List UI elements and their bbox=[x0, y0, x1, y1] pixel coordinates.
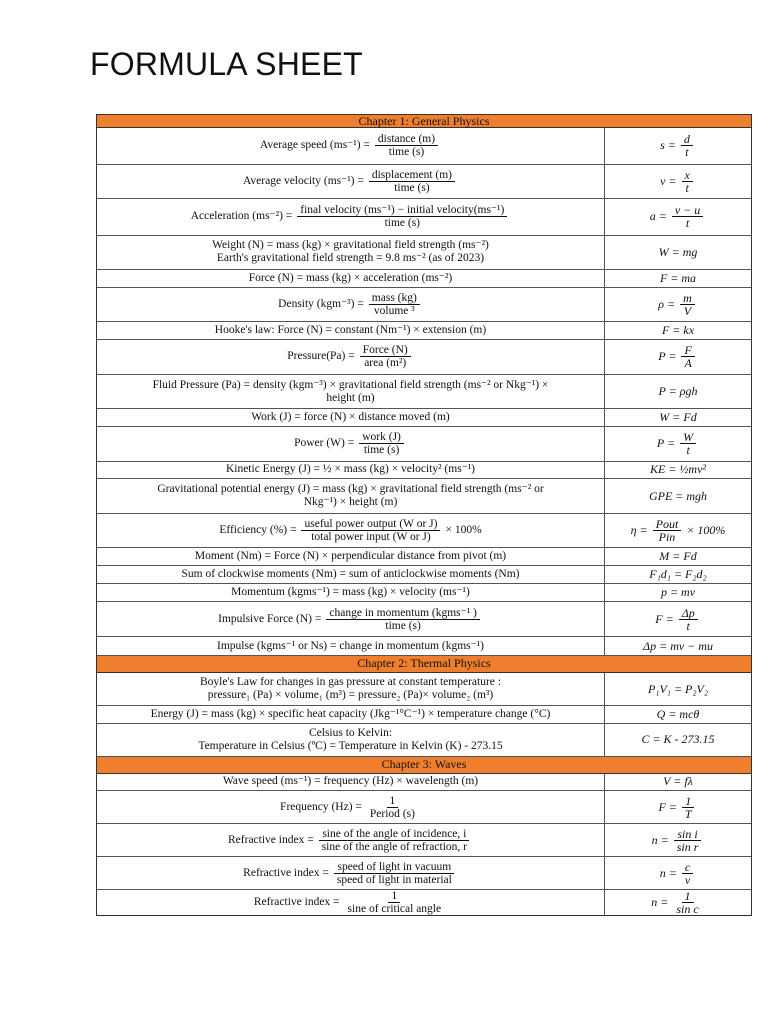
formula-symbolic: Δp = mv − mu bbox=[643, 638, 713, 653]
denominator: time (s) bbox=[363, 444, 400, 457]
fraction bbox=[297, 204, 507, 229]
formula-symbolic: p = mv bbox=[660, 584, 696, 599]
fraction bbox=[682, 795, 695, 820]
denominator: t bbox=[685, 180, 689, 195]
formula-lhs: a = bbox=[649, 209, 667, 224]
table-row bbox=[97, 706, 751, 724]
formula-symbolic bbox=[605, 857, 751, 889]
table-row bbox=[97, 791, 751, 824]
equation-lhs: Average speed (ms⁻¹) = bbox=[259, 139, 370, 152]
table-row bbox=[97, 890, 751, 915]
formula-lhs: n = bbox=[651, 894, 669, 909]
numerator: useful power output (W or J) bbox=[301, 518, 440, 531]
denominator: V bbox=[683, 304, 692, 319]
denominator: volume ³ bbox=[373, 305, 415, 318]
formula-symbolic bbox=[605, 791, 751, 823]
formula-description: Force (N) = mass (kg) × acceleration (ms⁻²) bbox=[97, 270, 605, 287]
denominator: A bbox=[684, 356, 692, 371]
fraction bbox=[682, 861, 693, 886]
formula-lhs: η = bbox=[630, 523, 648, 538]
formula-description bbox=[97, 673, 605, 706]
formula-lhs: n = bbox=[659, 865, 677, 880]
numerator: v − u bbox=[672, 204, 703, 217]
description-line: Earth's gravitational field strength = 9.8 ms⁻² (as of 2023) bbox=[216, 252, 485, 265]
numerator: displacement (m) bbox=[369, 169, 455, 182]
formula-description bbox=[97, 128, 605, 164]
denominator: t bbox=[685, 216, 690, 231]
description-line: Fluid Pressure (Pa) = density (kgm⁻³) × gravitational field strength (ms⁻² or Nkg⁻¹) × bbox=[152, 378, 549, 391]
numerator: x bbox=[682, 169, 693, 182]
formula-lhs: F = bbox=[658, 799, 677, 814]
formula-symbolic bbox=[605, 340, 751, 374]
table-row bbox=[97, 824, 751, 858]
formula-description bbox=[97, 340, 605, 374]
formula-symbolic: F = kx bbox=[661, 323, 695, 338]
fraction bbox=[301, 518, 440, 543]
equation-lhs: Refractive index = bbox=[243, 866, 329, 879]
fraction bbox=[682, 169, 693, 194]
denominator: sine of critical angle bbox=[347, 902, 442, 915]
fraction bbox=[319, 828, 470, 853]
table-row bbox=[97, 584, 751, 602]
formula-description bbox=[97, 824, 605, 857]
formula-lhs: v = bbox=[660, 173, 677, 188]
numerator: Δp bbox=[679, 607, 698, 620]
formula-description: Moment (Nm) = Force (N) × perpendicular distance from pivot (m) bbox=[97, 548, 605, 565]
table-row bbox=[97, 165, 751, 200]
formula-description bbox=[97, 427, 605, 461]
formula-lhs: P = bbox=[656, 436, 676, 451]
table-row bbox=[97, 199, 751, 236]
equation-lhs: Density (kgm⁻³) = bbox=[278, 298, 364, 311]
numerator: sin i bbox=[674, 828, 700, 841]
formula-table bbox=[96, 114, 752, 916]
description-line: Temperature in Celsius (ºC) = Temperature in Kelvin (K) - 273.15 bbox=[198, 739, 503, 752]
denominator: Period (s) bbox=[369, 807, 415, 820]
formula-description bbox=[97, 791, 605, 823]
formula-symbolic: P = ρgh bbox=[658, 384, 698, 399]
formula-lhs: P = bbox=[658, 349, 677, 364]
numerator: distance (m) bbox=[375, 133, 438, 146]
equation-lhs: Average velocity (ms⁻¹) = bbox=[242, 174, 364, 187]
formula-symbolic bbox=[605, 427, 751, 461]
fraction bbox=[679, 607, 698, 632]
formula-symbolic: V = fλ bbox=[663, 774, 693, 789]
formula-lhs: n = bbox=[651, 832, 669, 847]
formula-description bbox=[97, 288, 605, 322]
numerator: d bbox=[681, 133, 693, 146]
denominator: time (s) bbox=[385, 619, 421, 632]
fraction bbox=[653, 518, 682, 543]
formula-lhs: s = bbox=[660, 138, 676, 153]
table-row bbox=[97, 236, 751, 271]
fraction bbox=[369, 169, 455, 194]
chapter-header-waves: Chapter 3: Waves bbox=[97, 757, 751, 774]
fraction bbox=[345, 890, 445, 915]
numerator: work (J) bbox=[359, 431, 404, 444]
formula-symbolic bbox=[605, 890, 751, 915]
description-line: height (m) bbox=[326, 391, 375, 404]
description-line: pressure₁ (Pa) × volume₁ (m³) = pressure₂ (Pa)× volume₂ (m³) bbox=[207, 689, 494, 702]
formula-description bbox=[97, 514, 605, 548]
fraction bbox=[367, 795, 418, 820]
formula-description bbox=[97, 724, 605, 756]
formula-description: Impulse (kgms⁻¹ or Ns) = change in momentum (kgms⁻¹) bbox=[97, 637, 605, 655]
formula-symbolic: M = Fd bbox=[659, 549, 697, 564]
denominator: t bbox=[685, 145, 689, 160]
table-row bbox=[97, 128, 751, 165]
formula-symbolic: W = Fd bbox=[659, 410, 697, 425]
equation-lhs: Power (W) = bbox=[294, 437, 355, 450]
denominator: sin c bbox=[676, 901, 699, 916]
denominator: speed of light in material bbox=[336, 873, 452, 886]
fraction bbox=[673, 890, 701, 915]
description-line: Boyle's Law for changes in gas pressure at constant temperature : bbox=[200, 676, 501, 689]
table-row bbox=[97, 427, 751, 462]
fraction bbox=[680, 431, 696, 456]
formula-description bbox=[97, 236, 605, 270]
table-row bbox=[97, 857, 751, 890]
formula-description bbox=[97, 602, 605, 637]
formula-symbolic: F = ma bbox=[659, 271, 697, 285]
numerator: Pout bbox=[653, 518, 682, 531]
fraction bbox=[680, 292, 695, 317]
table-row bbox=[97, 270, 751, 288]
table-row bbox=[97, 774, 751, 792]
formula-symbolic bbox=[605, 165, 751, 199]
formula-symbolic bbox=[605, 514, 751, 548]
page-title: FORMULA SHEET bbox=[90, 46, 363, 82]
denominator: time (s) bbox=[394, 181, 430, 194]
formula-symbolic bbox=[605, 602, 751, 637]
numerator: 1 bbox=[682, 795, 694, 808]
numerator: 1 bbox=[387, 795, 399, 808]
denominator: Pin bbox=[658, 530, 676, 545]
denominator: sin r bbox=[676, 839, 699, 854]
fraction bbox=[681, 133, 693, 158]
table-row bbox=[97, 514, 751, 549]
formula-description: Work (J) = force (N) × distance moved (m) bbox=[97, 409, 605, 426]
table-row bbox=[97, 288, 751, 323]
formula-description bbox=[97, 199, 605, 235]
formula-symbolic bbox=[605, 824, 751, 857]
table-row bbox=[97, 602, 751, 638]
formula-lhs: F = bbox=[655, 611, 674, 626]
table-row bbox=[97, 548, 751, 566]
fraction bbox=[674, 828, 702, 853]
numerator: speed of light in vacuum bbox=[334, 861, 454, 874]
equation-lhs: Refractive index = bbox=[253, 895, 340, 908]
fraction bbox=[360, 344, 411, 369]
numerator: final velocity (ms⁻¹) − initial velocity(ms⁻¹) bbox=[297, 204, 507, 217]
description-line: Weight (N) = mass (kg) × gravitational field strength (ms⁻²) bbox=[212, 239, 489, 252]
formula-description bbox=[97, 479, 605, 513]
fraction bbox=[334, 861, 455, 886]
equation-rhs: × 100% bbox=[445, 524, 482, 537]
fraction bbox=[672, 204, 703, 229]
table-row bbox=[97, 462, 751, 480]
denominator: time (s) bbox=[384, 217, 421, 230]
equation-lhs: Frequency (Hz) = bbox=[280, 800, 362, 813]
table-row bbox=[97, 340, 751, 375]
equation-lhs: Refractive index = bbox=[228, 833, 314, 846]
table-row bbox=[97, 673, 751, 707]
denominator: area (m²) bbox=[364, 357, 407, 370]
formula-symbolic: P₁V₁ = P₂V₂ bbox=[647, 681, 709, 696]
table-row bbox=[97, 375, 751, 410]
formula-rhs: × 100% bbox=[686, 523, 726, 538]
numerator: 1 bbox=[682, 890, 694, 903]
formula-symbolic: GPE = mgh bbox=[648, 488, 708, 503]
formula-symbolic: F₁d₁ = F₂d₂ bbox=[649, 567, 707, 582]
denominator: time (s) bbox=[388, 146, 425, 159]
table-row bbox=[97, 724, 751, 757]
formula-symbolic bbox=[605, 199, 751, 235]
formula-symbolic bbox=[605, 128, 751, 164]
formula-symbolic: C = K - 273.15 bbox=[641, 732, 715, 747]
chapter-header-general-physics: Chapter 1: General Physics bbox=[97, 115, 751, 128]
formula-description: Sum of clockwise moments (Nm) = sum of anticlockwise moments (Nm) bbox=[97, 566, 605, 583]
equation-lhs: Pressure(Pa) = bbox=[287, 350, 355, 363]
formula-symbolic: W = mg bbox=[658, 244, 698, 259]
table-row bbox=[97, 479, 751, 514]
denominator: t bbox=[686, 443, 690, 458]
formula-description bbox=[97, 890, 605, 915]
numerator: c bbox=[682, 861, 693, 874]
description-line: Gravitational potential energy (J) = mass (kg) × gravitational field strength (ms⁻² or bbox=[157, 483, 544, 496]
formula-description: Kinetic Energy (J) = ½ × mass (kg) × velocity² (ms⁻¹) bbox=[97, 462, 605, 479]
numerator: sine of the angle of incidence, i bbox=[319, 828, 469, 841]
formula-description bbox=[97, 375, 605, 409]
chapter-header-thermal-physics: Chapter 2: Thermal Physics bbox=[97, 656, 751, 673]
formula-description: Hooke's law: Force (N) = constant (Nm⁻¹) × extension (m) bbox=[97, 322, 605, 339]
formula-description bbox=[97, 165, 605, 199]
table-row bbox=[97, 566, 751, 584]
description-line: Celsius to Kelvin: bbox=[308, 726, 393, 739]
formula-description: Energy (J) = mass (kg) × specific heat capacity (Jkg⁻¹°C⁻¹) × temperature change (°C) bbox=[97, 706, 605, 723]
numerator: change in momentum (kgms⁻¹ ) bbox=[326, 607, 480, 620]
formula-symbolic bbox=[605, 288, 751, 322]
numerator: mass (kg) bbox=[369, 292, 420, 305]
formula-description: Momentum (kgms⁻¹) = mass (kg) × velocity (ms⁻¹) bbox=[97, 584, 605, 601]
formula-lhs: ρ = bbox=[658, 297, 676, 312]
table-row bbox=[97, 409, 751, 427]
equation-lhs: Impulsive Force (N) = bbox=[218, 612, 322, 625]
equation-lhs: Efficiency (%) = bbox=[219, 524, 297, 537]
fraction bbox=[326, 607, 480, 632]
fraction bbox=[369, 292, 420, 317]
denominator: total power input (W or J) bbox=[311, 531, 431, 544]
denominator: v bbox=[684, 872, 691, 887]
denominator: t bbox=[686, 618, 690, 633]
fraction bbox=[359, 431, 404, 456]
formula-description bbox=[97, 857, 605, 889]
numerator: 1 bbox=[388, 890, 400, 903]
denominator: sine of the angle of refraction, r bbox=[321, 840, 467, 853]
table-row bbox=[97, 637, 751, 656]
equation-lhs: Acceleration (ms⁻²) = bbox=[190, 210, 293, 223]
numerator: m bbox=[680, 292, 695, 305]
description-line: Nkg⁻¹) × height (m) bbox=[303, 496, 398, 509]
numerator: F bbox=[681, 344, 694, 357]
denominator: T bbox=[684, 806, 692, 821]
formula-symbolic: Q = mcθ bbox=[656, 707, 700, 722]
formula-description: Wave speed (ms⁻¹) = frequency (Hz) × wavelength (m) bbox=[97, 774, 605, 791]
formula-symbolic: KE = ½mv² bbox=[649, 462, 707, 477]
fraction bbox=[681, 344, 694, 369]
numerator: W bbox=[680, 431, 696, 444]
table-row bbox=[97, 322, 751, 340]
fraction bbox=[375, 133, 438, 158]
numerator: Force (N) bbox=[360, 344, 411, 357]
